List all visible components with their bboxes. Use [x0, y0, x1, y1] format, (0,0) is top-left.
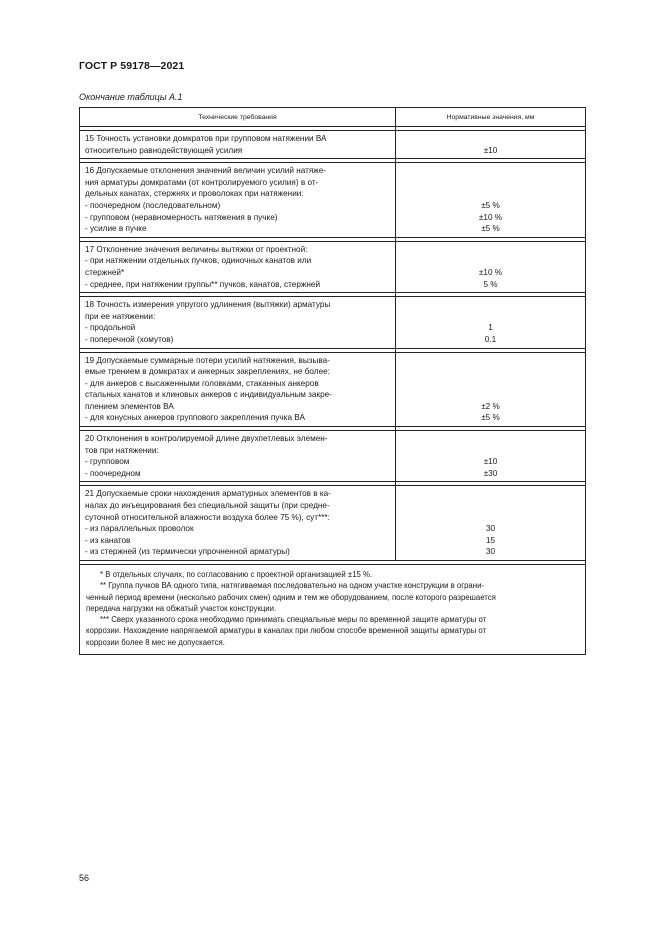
- requirement-line: - из параллельных проволок: [85, 524, 194, 534]
- value-cell: [396, 241, 586, 292]
- footnote-line: передача нагрузки на обжатый участок конструкции.: [86, 603, 277, 613]
- requirement-line: налах до инъецирования без специальной защиты (при средне-: [85, 501, 330, 511]
- value-line: ±5 %: [481, 413, 500, 423]
- requirement-line: - поочередном: [85, 468, 141, 478]
- value-line: [396, 133, 585, 145]
- requirement-line: - групповом: [85, 457, 130, 467]
- value-line: [396, 165, 585, 177]
- value-line: 30: [485, 547, 496, 557]
- value-line: [396, 488, 585, 500]
- value-line: [396, 389, 585, 401]
- requirement-cell: [80, 131, 396, 159]
- value-line: [396, 445, 585, 457]
- requirement-line: относительно равнодействующей усилия: [85, 145, 243, 155]
- value-line: [396, 433, 585, 445]
- value-cell: [396, 297, 586, 348]
- requirement-line: - усилие в пучке: [85, 224, 147, 234]
- requirement-line: 18 Точность измерения упругого удлинения (вытяжки) арматуры: [85, 300, 331, 310]
- value-cell: [396, 131, 586, 159]
- requirement-line: тов при натяжении:: [85, 445, 159, 455]
- value-line: ±5 %: [481, 224, 500, 234]
- value-line: ±30: [483, 468, 498, 478]
- requirement-line: 15 Точность установки домкратов при групповом натяжении ВА: [85, 134, 327, 143]
- requirement-line: - из канатов: [85, 535, 131, 545]
- page-number: 56: [79, 873, 90, 883]
- column-header-requirements: Технические требования: [80, 108, 396, 127]
- requirement-cell: [80, 486, 396, 561]
- notes-row: [80, 565, 586, 655]
- value-line: [396, 188, 585, 200]
- value-line: [396, 512, 585, 524]
- requirement-cell: [80, 297, 396, 348]
- value-line: [396, 244, 585, 256]
- footnote-line: коррозии. Нахождение напрягаемой арматуры в каналах при любом способе временной защиты арматуры от: [86, 626, 487, 636]
- table-row: [80, 486, 586, 561]
- requirement-line: при ее натяжении:: [85, 311, 156, 321]
- requirement-line: 19 Допускаемые суммарные потери усилий натяжения, вызыва-: [85, 355, 330, 365]
- requirement-line: ния арматуры домкратами (от контролируемого усилия) в от-: [85, 177, 319, 187]
- value-line: [396, 500, 585, 512]
- table-row: [80, 431, 586, 482]
- requirement-line: 21 Допускаемые сроки нахождения арматурных элементов в ка-: [85, 489, 331, 499]
- value-line: 5 %: [483, 279, 498, 289]
- table-row: [80, 131, 586, 159]
- value-line: [396, 378, 585, 390]
- value-line: ±5 %: [481, 200, 500, 210]
- table-row: [80, 352, 586, 427]
- requirement-cell: [80, 431, 396, 482]
- table-body: [80, 127, 586, 655]
- value-cell: [396, 163, 586, 238]
- value-line: ±10: [483, 457, 498, 467]
- footnotes-cell: [80, 565, 586, 655]
- table-row: [80, 297, 586, 348]
- requirement-line: - для конусных анкеров группового закрепления пучка ВА: [85, 413, 305, 423]
- value-cell: [396, 431, 586, 482]
- requirement-line: дельных канатах, стержнях и проволоках при натяжении:: [85, 189, 304, 199]
- requirement-line: - продольной: [85, 323, 136, 333]
- requirement-line: - для анкеров с высаженными головками, стаканных анкеров: [85, 378, 319, 388]
- value-line: 0.1: [484, 334, 497, 344]
- value-line: ±2 %: [481, 401, 500, 411]
- column-header-values: Нормативные значения, мм: [396, 108, 586, 127]
- requirement-cell: [80, 241, 396, 292]
- requirement-line: 16 Допускаемые отклонения значений величин усилий натяже-: [85, 166, 327, 176]
- value-cell: [396, 486, 586, 561]
- requirements-table: [79, 107, 586, 655]
- value-line: [396, 355, 585, 367]
- requirement-cell: [80, 352, 396, 427]
- value-line: 15: [485, 535, 496, 545]
- value-line: [396, 366, 585, 378]
- footnote-line: коррозии более 8 мес не допускается.: [86, 637, 225, 647]
- requirement-line: - групповом (неравномерность натяжения в пучке): [85, 212, 278, 222]
- requirement-line: емые трением в домкратах и анкерных закреплениях, не более:: [85, 367, 330, 377]
- requirement-line: - поперечной (хомутов): [85, 334, 174, 344]
- value-line: [396, 255, 585, 267]
- footnote-line: *** Сверх указанного срока необходимо принимать специальные меры по временной защите арматуры от: [100, 615, 487, 625]
- value-line: ±10 %: [478, 267, 503, 277]
- requirement-line: - из стержней (из термически упрочненной арматуры): [85, 547, 290, 557]
- footnote-line: ** Группа пучков ВА одного типа, натягиваемая последовательно на одном участке конструкции в ограни-: [100, 581, 485, 591]
- requirement-line: 17 Отклонение значения величины вытяжки от проектной:: [85, 244, 308, 254]
- value-line: 30: [485, 524, 496, 534]
- value-line: [396, 299, 585, 311]
- requirement-line: суточной относительной влажности воздуха более 75 %), сут***:: [85, 512, 330, 522]
- requirement-line: стержней*: [85, 267, 125, 277]
- requirement-line: - при натяжении отдельных пучков, одиночных канатов или: [85, 256, 312, 266]
- requirement-line: плением элементов ВА: [85, 401, 174, 411]
- requirement-line: стальных канатов и клиновых анкеров с индивидуальным закре-: [85, 390, 332, 400]
- table-row: [80, 241, 586, 292]
- requirement-line: - поочередном (последовательном): [85, 200, 221, 210]
- value-line: ±10 %: [478, 212, 503, 222]
- value-line: [396, 311, 585, 323]
- value-line: 1: [488, 323, 493, 333]
- table-caption: Окончание таблицы А.1: [79, 92, 183, 102]
- footnote-line: * В отдельных случаях, по согласованию с проектной организацией ±15 %.: [100, 570, 373, 579]
- footnote-line: ченный период времени (несколько рабочих смен) одним и тем же оборудованием, после которого разрешается: [86, 592, 496, 602]
- document-header: ГОСТ Р 59178—2021: [79, 60, 185, 72]
- value-line: [396, 177, 585, 189]
- value-cell: [396, 352, 586, 427]
- table-row: [80, 163, 586, 238]
- requirement-line: 20 Отклонения в контролируемой длине двухпетлевых элемен-: [85, 434, 328, 444]
- requirement-line: - среднее, при натяжении группы** пучков, канатов, стержней: [85, 279, 321, 289]
- value-line: ±10: [483, 145, 498, 155]
- requirement-cell: [80, 163, 396, 238]
